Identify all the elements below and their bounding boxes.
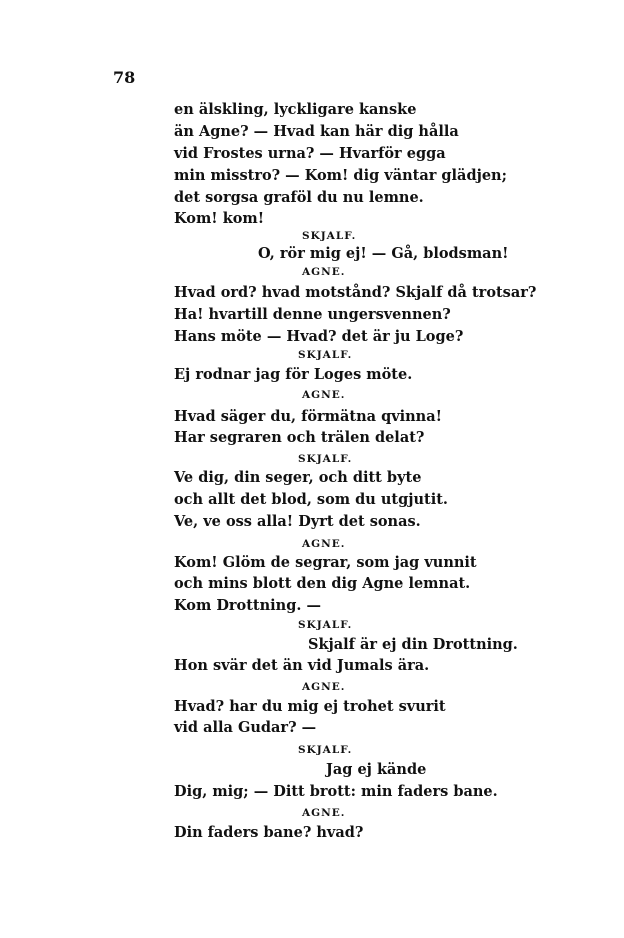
verse-line: Ve, ve oss alla! Dyrt det sonas. [174, 513, 421, 530]
verse-line: vid alla Gudar? — [174, 719, 317, 736]
verse-line: Skjalf är ej din Drottning. [308, 636, 518, 653]
verse-line: en älskling, lyckligare kanske [174, 101, 417, 118]
verse-line: Ej rodnar jag för Loges möte. [174, 366, 413, 383]
page-number: 78 [113, 68, 136, 87]
speaker-name: AGNE. [302, 681, 346, 693]
speaker-name: AGNE. [302, 538, 346, 550]
verse-line: Jag ej kände [326, 761, 427, 778]
verse-line: Kom Drottning. — [174, 597, 321, 614]
speaker-name: SKJALF. [298, 349, 353, 361]
verse-line: Hvad ord? hvad motstånd? Skjalf då trotsar? [174, 284, 537, 301]
verse-line: Din faders bane? hvad? [174, 824, 364, 841]
verse-line: och mins blott den dig Agne lemnat. [174, 575, 471, 592]
verse-line: min misstro? — Kom! dig väntar glädjen; [174, 167, 507, 184]
speaker-name: SKJALF. [298, 453, 353, 465]
speaker-name: AGNE. [302, 266, 346, 278]
verse-line: vid Frostes urna? — Hvarför egga [174, 145, 446, 162]
verse-line: Ha! hvartill denne ungersvennen? [174, 306, 451, 323]
verse-line: Dig, mig; — Ditt brott: min faders bane. [174, 783, 498, 800]
verse-line: och allt det blod, som du utgjutit. [174, 491, 448, 508]
verse-line: det sorgsa graföl du nu lemne. [174, 189, 424, 206]
verse-line: Kom! Glöm de segrar, som jag vunnit [174, 554, 477, 571]
verse-line: Hon svär det än vid Jumals ära. [174, 657, 430, 674]
verse-line: än Agne? — Hvad kan här dig hålla [174, 123, 459, 140]
verse-line: Hvad? har du mig ej trohet svurit [174, 698, 446, 715]
speaker-name: SKJALF. [298, 744, 353, 756]
verse-line: Kom! kom! [174, 210, 265, 227]
verse-line: Hvad säger du, förmätna qvinna! [174, 408, 442, 425]
speaker-name: AGNE. [302, 389, 346, 401]
verse-line: Har segraren och trälen delat? [174, 429, 425, 446]
verse-line: Ve dig, din seger, och ditt byte [174, 469, 422, 486]
verse-line: Hans möte — Hvad? det är ju Loge? [174, 328, 464, 345]
verse-line: O, rör mig ej! — Gå, blodsman! [258, 245, 509, 262]
speaker-name: AGNE. [302, 807, 346, 819]
speaker-name: SKJALF. [298, 619, 353, 631]
speaker-name: SKJALF. [302, 230, 357, 242]
